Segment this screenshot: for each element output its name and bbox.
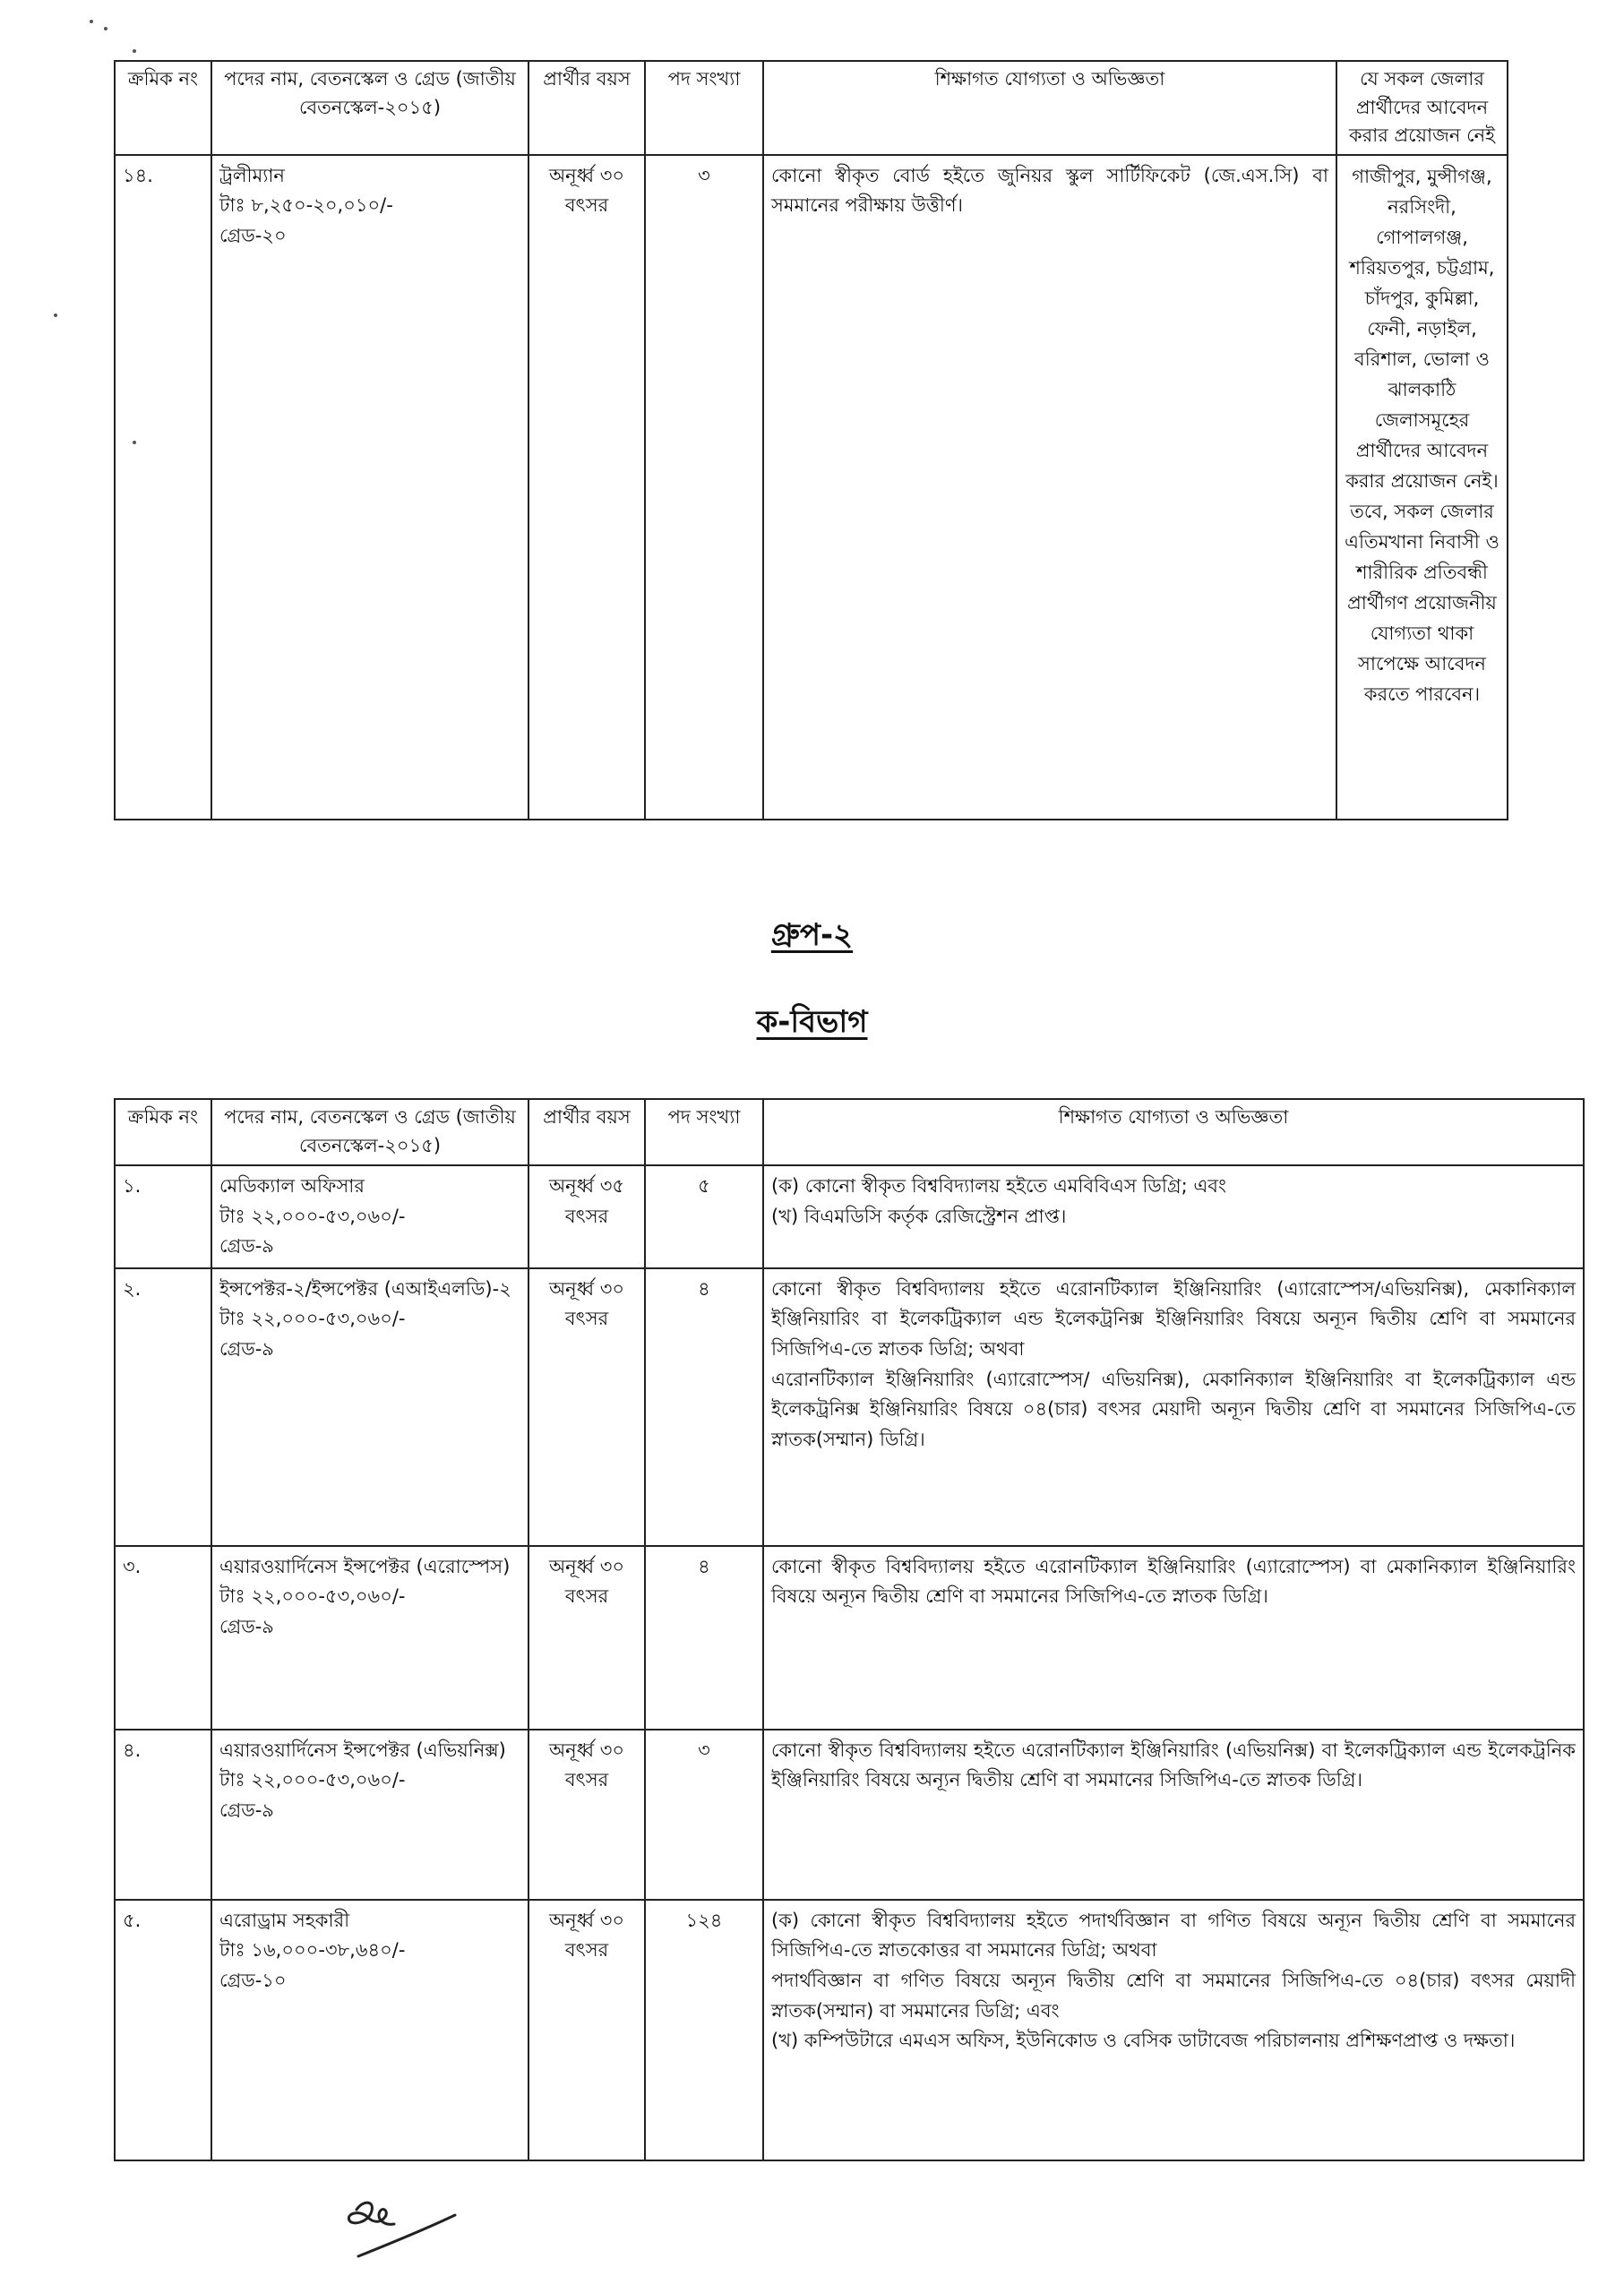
- post-name: মেডিক্যাল অফিসার: [219, 1175, 365, 1197]
- row-serial: ৩.: [115, 1546, 211, 1730]
- qualification-part: (ক) কোনো স্বীকৃত বিশ্ববিদ্যালয় হইতে পদার্থবিজ্ঞান বা গণিত বিষয়ে অন্যূন দ্বিতীয় শ্রেণি বা সমমানের সিজিপিএ-তে স্নাতকোত্তর বা সমমানের ডিগ্রি; অথবা: [771, 1909, 1576, 1962]
- row-qualification: কোনো স্বীকৃত বিশ্ববিদ্যালয় হইতে এরোনটিক্যাল ইঞ্জিনিয়ারিং (এভিয়নিক্স) বা ইলেকট্রিক্যাল এন্ড ইলেকট্রনিক ইঞ্জিনিয়ারিং বিষয়ে অন্যূন দ্বিতীয় শ্রেণি বা সমমানের সিজিপিএ-তে স্নাতক ডিগ্রি।: [763, 1730, 1584, 1900]
- header-serial: ক্রমিক নং: [115, 61, 211, 155]
- table-header-row: [115, 1099, 1584, 1165]
- row-serial: ৫.: [115, 1900, 211, 2160]
- scan-speck: [104, 27, 107, 30]
- header-serial: ক্রমিক নং: [115, 1099, 211, 1165]
- qualification-part: (ক) কোনো স্বীকৃত বিশ্ববিদ্যালয় হইতে এমবিবিএস ডিগ্রি; এবং: [771, 1175, 1227, 1197]
- header-post: পদের নাম, বেতনস্কেল ও গ্রেড (জাতীয় বেতনস্কেল-২০১৫): [211, 1099, 528, 1165]
- row-post: [211, 155, 528, 820]
- header-count: পদ সংখ্যা: [645, 1099, 763, 1165]
- row-post: [211, 1730, 528, 1900]
- row-serial: ১৪.: [115, 155, 211, 820]
- post-pay: টাঃ ২২,০০০-৫৩,০৬০/-: [219, 1205, 406, 1227]
- row-qualification: কোনো স্বীকৃত বিশ্ববিদ্যালয় হইতে এরোনটিক্যাল ইঞ্জিনিয়ারিং (এ্যারোস্পেস) বা মেকানিক্যাল ইঞ্জিনিয়ারিং বিষয়ে অন্যূন দ্বিতীয় শ্রেণি বা সমমানের সিজিপিএ-তে স্নাতক ডিগ্রি।: [763, 1546, 1584, 1730]
- handwritten-signature: [340, 2190, 466, 2271]
- section-title: ক-বিভাগ: [756, 1004, 868, 1040]
- header-post: পদের নাম, বেতনস্কেল ও গ্রেড (জাতীয় বেতনস্কেল-২০১৫): [211, 61, 528, 155]
- row-count: ৫: [645, 1165, 763, 1268]
- row-districts: গাজীপুর, মুন্সীগঞ্জ, নরসিংদী, গোপালগঞ্জ, শরিয়তপুর, চট্টগ্রাম, চাঁদপুর, কুমিল্লা, ফেনী, নড়াইল, বরিশাল, ভোলা ও ঝালকাঠি জেলাসমূহের প্রার্থীদের আবেদন করার প্রয়োজন নেই। তবে, সকল জেলার এতিমখানা নিবাসী ও শারীরিক প্রতিবন্ধী প্রার্থীগণ প্রয়োজনীয় যোগ্যতা থাকা সাপেক্ষে আবেদন করতে পারবেন।: [1336, 155, 1508, 820]
- table-group1-continuation: [114, 60, 1508, 820]
- post-pay: টাঃ ২২,০০০-৫৩,০৬০/-: [219, 1769, 406, 1791]
- post-pay: টাঃ ২২,০০০-৫৩,০৬০/-: [219, 1308, 406, 1330]
- row-age: অনূর্ধ্ব ৩০ বৎসর: [528, 1546, 645, 1730]
- row-age: অনূর্ধ্ব ৩৫ বৎসর: [528, 1165, 645, 1268]
- table-row: [115, 1730, 1584, 1900]
- table-row: [115, 155, 1508, 820]
- scan-speck: [54, 313, 57, 317]
- row-count: ৪: [645, 1546, 763, 1730]
- header-qualification: শিক্ষাগত যোগ্যতা ও অভিজ্ঞতা: [763, 61, 1336, 155]
- row-post: [211, 1546, 528, 1730]
- header-districts: যে সকল জেলার প্রার্থীদের আবেদন করার প্রয়োজন নেই: [1336, 61, 1508, 155]
- row-age: অনূর্ধ্ব ৩০ বৎসর: [528, 155, 645, 820]
- row-serial: ৪.: [115, 1730, 211, 1900]
- post-pay: টাঃ ২২,০০০-৫৩,০৬০/-: [219, 1585, 406, 1608]
- qualification-part: (খ) কম্পিউটারে এমএস অফিস, ইউনিকোড ও বেসিক ডাটাবেজ পরিচালনায় প্রশিক্ষণপ্রাপ্ত ও দক্ষতা।: [771, 2030, 1516, 2052]
- post-grade: গ্রেড-২০: [219, 224, 287, 246]
- post-name: এরোড্রাম সহকারী: [219, 1909, 350, 1931]
- post-grade: গ্রেড-৯: [219, 1615, 274, 1637]
- header-qualification: শিক্ষাগত যোগ্যতা ও অভিজ্ঞতা: [763, 1099, 1584, 1165]
- post-pay: টাঃ ১৬,০০০-৩৮,৬৪০/-: [219, 1939, 406, 1962]
- qualification-part: পদার্থবিজ্ঞান বা গণিত বিষয়ে অন্যূন দ্বিতীয় শ্রেণি বা সমমানের সিজিপিএ-তে ০৪(চার) বৎসর মেয়াদী স্নাতক(সম্মান) বা সমমানের ডিগ্রি; এবং: [771, 1969, 1576, 2022]
- row-post: [211, 1900, 528, 2160]
- row-age: অনূর্ধ্ব ৩০ বৎসর: [528, 1730, 645, 1900]
- row-post: [211, 1268, 528, 1546]
- row-qualification: [763, 1268, 1584, 1546]
- group-title: গ্রুপ-২: [770, 917, 854, 953]
- row-qualification: [763, 1165, 1584, 1268]
- post-name: এয়ারওয়ার্দিনেস ইন্সপেক্টর (এভিয়নিক্স): [219, 1739, 506, 1761]
- row-qualification: [763, 1900, 1584, 2160]
- header-count: পদ সংখ্যা: [645, 61, 763, 155]
- post-name: ইন্সপেক্টর-২/ইন্সপেক্টর (এআইএলডি)-২: [219, 1277, 511, 1300]
- qualification-part: কোনো স্বীকৃত বিশ্ববিদ্যালয় হইতে এরোনটিক্যাল ইঞ্জিনিয়ারিং (এ্যারোস্পেস/এভিয়নিক্স), মেকানিক্যাল ইঞ্জিনিয়ারিং বা ইলেকট্রিক্যাল এন্ড ইলেকট্রনিক্স ইঞ্জিনিয়ারিং বিষয়ে অন্যূন দ্বিতীয় শ্রেণি বা সমমানের সিজিপিএ-তে স্নাতক ডিগ্রি; অথবা: [771, 1277, 1576, 1360]
- row-age: অনূর্ধ্ব ৩০ বৎসর: [528, 1268, 645, 1546]
- table-header-row: [115, 61, 1508, 155]
- post-pay: টাঃ ৮,২৫০-২০,০১০/-: [219, 194, 393, 217]
- post-grade: গ্রেড-৯: [219, 1799, 274, 1821]
- post-grade: গ্রেড-৯: [219, 1235, 274, 1258]
- table-group2-section-ka: [114, 1098, 1585, 2161]
- post-grade: গ্রেড-৯: [219, 1337, 274, 1360]
- post-name: এয়ারওয়ার্দিনেস ইন্সপেক্টর (এরোস্পেস): [219, 1555, 511, 1577]
- table-row: [115, 1268, 1584, 1546]
- scan-speck: [90, 20, 93, 23]
- row-serial: ১.: [115, 1165, 211, 1268]
- header-age: প্রার্থীর বয়স: [528, 1099, 645, 1165]
- qualification-part: (খ) বিএমডিসি কর্তৃক রেজিস্ট্রেশন প্রাপ্ত।: [771, 1205, 1067, 1227]
- row-count: ৩: [645, 1730, 763, 1900]
- row-qualification: কোনো স্বীকৃত বোর্ড হইতে জুনিয়র স্কুল সার্টিফিকেট (জে.এস.সি) বা সমমানের পরীক্ষায় উত্তীর্ণ।: [763, 155, 1336, 820]
- qualification-part: এরোনটিক্যাল ইঞ্জিনিয়ারিং (এ্যারোস্পেস/ এভিয়নিক্স), মেকানিক্যাল ইঞ্জিনিয়ারিং বা ইলেকট্রিক্যাল এন্ড ইলেকট্রনিক্স ইঞ্জিনিয়ারিং বিষয়ে ০৪(চার) বৎসর মেয়াদী অন্যূন দ্বিতীয় শ্রেণি বা সমমানের সিজিপিএ-তে স্নাতক(সম্মান) ডিগ্রি।: [771, 1368, 1576, 1450]
- row-post: [211, 1165, 528, 1268]
- header-age: প্রার্থীর বয়স: [528, 61, 645, 155]
- table-row: [115, 1900, 1584, 2160]
- row-serial: ২.: [115, 1268, 211, 1546]
- row-count: ৩: [645, 155, 763, 820]
- table-row: [115, 1546, 1584, 1730]
- row-count: ১২৪: [645, 1900, 763, 2160]
- post-grade: গ্রেড-১০: [219, 1969, 287, 1991]
- row-count: ৪: [645, 1268, 763, 1546]
- post-name: ট্রলীম্যান: [219, 164, 285, 186]
- table-row: [115, 1165, 1584, 1268]
- scan-speck: [133, 49, 136, 53]
- row-age: অনূর্ধ্ব ৩০ বৎসর: [528, 1900, 645, 2160]
